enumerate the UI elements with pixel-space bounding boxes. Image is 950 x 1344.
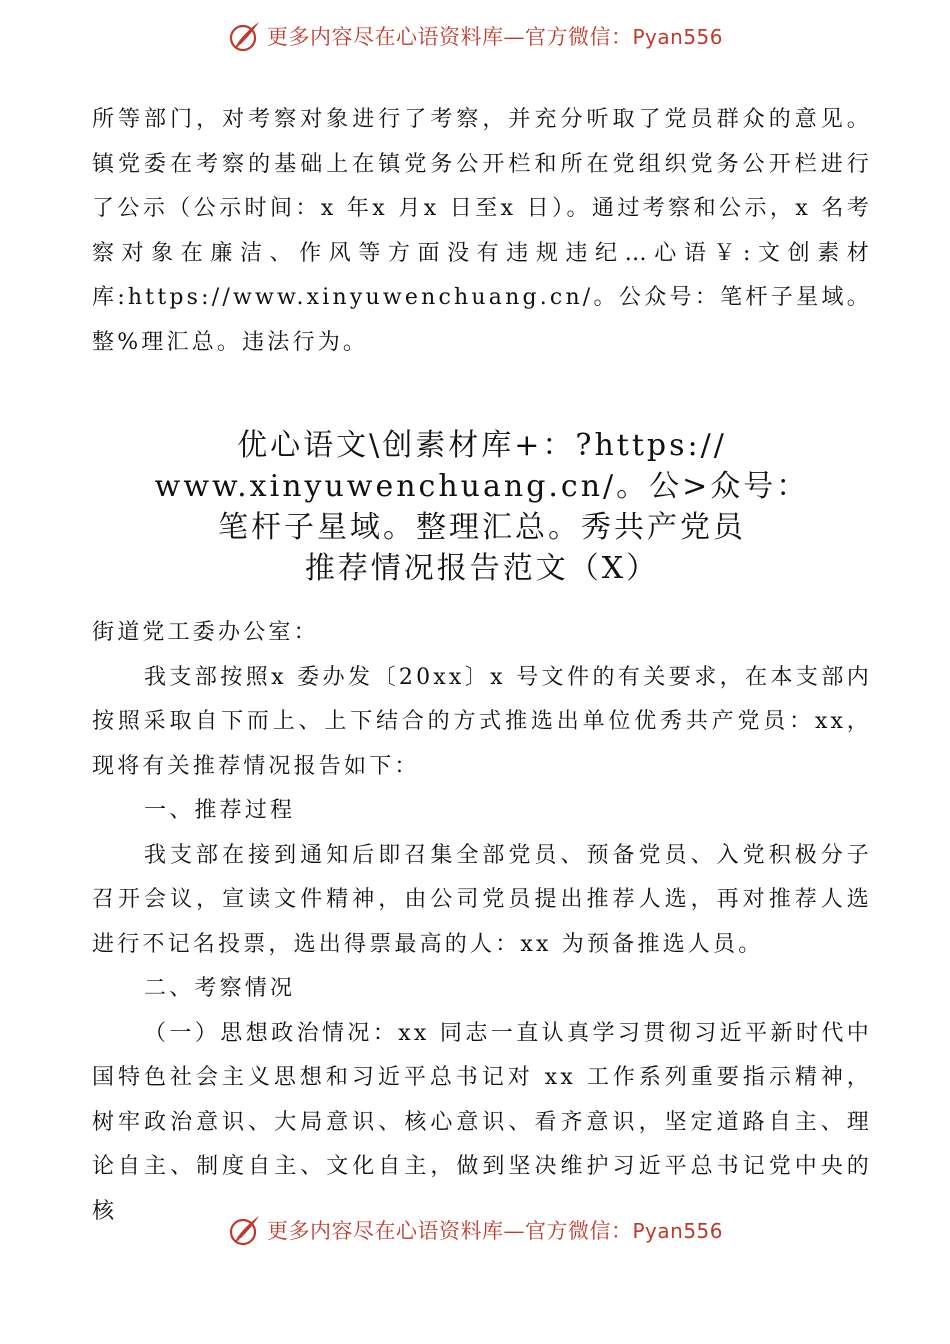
quill-logo-icon (227, 18, 263, 54)
document-title (92, 425, 872, 589)
title-line: 推荐情况报告范文（X） (304, 551, 660, 586)
wechat-id: Pyan556 (632, 1219, 723, 1243)
quill-logo-icon (227, 1212, 263, 1248)
intro-paragraph: 所等部门，对考察对象进行了考察，并充分听取了党员群众的意见。镇党委在考察的基础上在镇党务公开栏和所在党组织党务公开栏进行了公示（公示时间：x 年x 月x 日至x 日）。通过考察和公示，x 名考察对象在廉洁、作风等方面没有违规违纪…心语￥:文创素材库:https://www.xinyuwenchuang.cn/。公众号：笔杆子星域。整%理汇总。违法行为。 (92, 107, 872, 355)
wechat-id: Pyan556 (632, 25, 723, 49)
document-body (92, 98, 872, 1234)
footer-watermark-banner (0, 1210, 950, 1250)
salutation: 街道党工委办公室： (92, 620, 319, 645)
body-paragraph: 我支部按照x 委办发〔20xx〕x 号文件的有关要求，在本支部内按照采取自下而上、上下结合的方式推选出单位优秀共产党员：xx， 现将有关推荐情况报告如下： (92, 664, 872, 779)
title-line: 笔杆子星域。整理汇总。秀共产党员 (218, 510, 746, 545)
title-line: 优心语文\创素材库+：?https:// (237, 428, 727, 463)
section-heading: 一、推荐过程 (144, 798, 296, 823)
title-line: www.xinyuwenchuang.cn/。公>众号： (154, 469, 810, 504)
banner-text: 更多内容尽在心语资料库—官方微信：Pyan556 (266, 25, 723, 49)
section-heading: 二、考察情况 (144, 976, 296, 1001)
body-paragraph: （一）思想政治情况：xx 同志一直认真学习贯彻习近平新时代中国特色社会主义思想和习近平总书记对 xx 工作系列重要指示精神，树牢政治意识、大局意识、核心意识、看齐意识，坚定道路自主、理论自主、制度自主、文化自主，做到坚决维护习近平总书记党中央的核 (92, 1020, 872, 1224)
header-watermark-banner (0, 16, 950, 56)
banner-text: 更多内容尽在心语资料库—官方微信：Pyan556 (266, 1219, 723, 1243)
body-paragraph: 我支部在接到通知后即召集全部党员、预备党员、入党积极分子召开会议，宣读文件精神，由公司党员提出推荐人选，再对推荐人选进行不记名投票，选出得票最高的人：xx 为预备推选人员。 (92, 842, 872, 957)
